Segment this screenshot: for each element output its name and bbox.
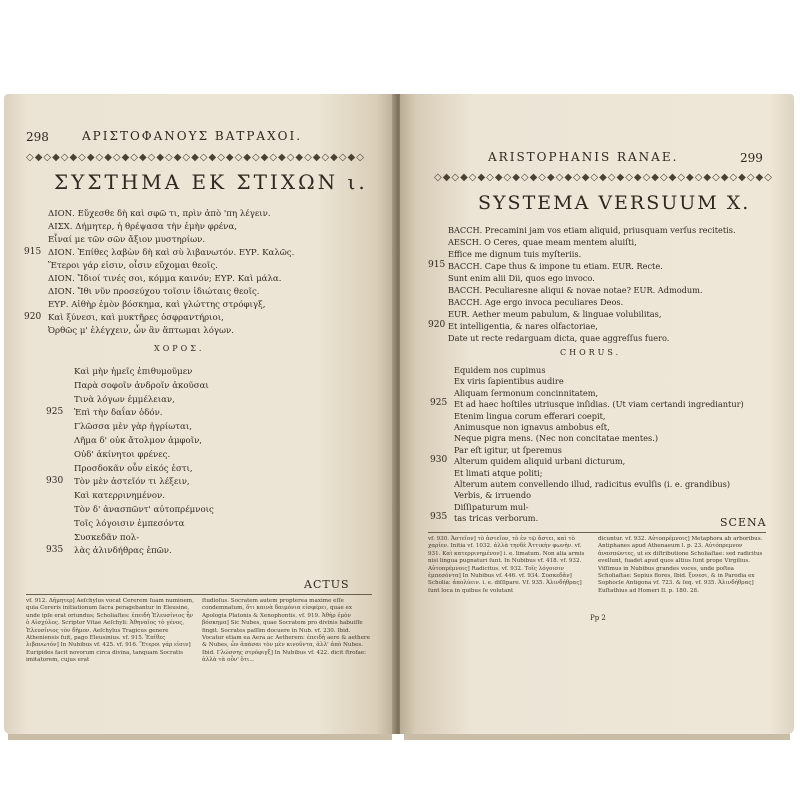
verse-line: Animusque non ignavus ambobus eſt, xyxy=(454,422,610,432)
verse-line: ΕΥΡ. Αἰθὴρ ἐμὸν βόσκημα, καὶ γλώττης στρόφιγξ, xyxy=(48,300,266,310)
verse-line: Οὐδ' ἀκίνητοι φρένες. xyxy=(74,449,171,460)
verse-line: ΔΙΟΝ. Ἐπίθες λαβὼν δὴ καὶ σὺ λιβανωτόν. ΕΥΡ. Καλῶς. xyxy=(48,248,295,258)
left-page xyxy=(4,94,396,734)
verse-line: Καὶ μὴν ἡμεῖς ἐπιθυμοῦμεν xyxy=(74,367,193,377)
verse-number: 920 xyxy=(428,320,446,330)
verse-line: ΔΙΟΝ. Ἴθι νῦν προσεύχου τοῖσιν ἰδιώταις θεοῖς. xyxy=(48,287,260,297)
verse-line: BACCH. Age ergo invoca peculiares Deos. xyxy=(448,297,624,307)
verse-line: Εἶναί με τῶν σῶν ἄξιον μυστηρίων. xyxy=(48,235,206,245)
verse-number: 930 xyxy=(430,455,448,466)
verse-line: λὰς ἀλινδήθρας ἐπῶν. xyxy=(74,546,172,557)
verse-line: tas tricas verborum. xyxy=(454,513,539,524)
verse-number: 930 xyxy=(46,476,64,487)
verse-line: Alterum autem convellendo illud, radicitus evulſis (i. e. grandibus) xyxy=(454,479,731,489)
ornament-border: ◇◆◇◆◇◆◇◆◇◆◇◆◇◆◇◆◇◆◇◆◇◆◇◆◇◆◇◆◇◆◇◆◇◆◇◆◇◆◇ xyxy=(434,172,773,182)
chorus-label: ΧΟΡΟΣ. xyxy=(154,344,205,353)
verse-number: 920 xyxy=(24,312,42,322)
verse-line: Etenim lingua corum efferari coepit, xyxy=(454,410,606,421)
verse-line: Συσκεδᾶν πολ- xyxy=(74,532,140,543)
verse-line: Προσδοκᾶν οὖν εἰκός ἐστι, xyxy=(74,463,193,474)
ornament-border: ◇◆◇◆◇◆◇◆◇◆◇◆◇◆◇◆◇◆◇◆◇◆◇◆◇◆◇◆◇◆◇◆◇◆◇◆◇◆◇ xyxy=(26,152,365,162)
footnotes-column-1: vf. 930. Ἀστεῖον] τὸ ἀστεῖον, τὸ ἐν τῷ ἄστει, καὶ τὸ χαρίεν. Initia vf. 1032. ἀλλὰ τηνδὲ Ἀττικὴν φωνὴν. vf. 931. Καὶ κατερρινημένον] i. e. limatum. Non alia armis nisi lingua pugnaturi ſunt. In Nubibus vf. 418. vf. 932. Αὐτοπρέμνοις] Radicitus. vf. 932. Τοῖς λόγοισιν ἐμπεσόντα] In Nubibus vf. 446. vf. 934. Συσκεδᾶν] Scholia: ἀπολύειν. i. e. diſſipare. Vf. 935. Ἀλινδήθρας] ſunt loca in quibus ſe volutant xyxy=(428,536,585,594)
verse-line: ΔΙΟΝ. Εὔχεσθε δὴ καὶ σφῶ τι, πρὶν ἀπὸ 'πη λέγειν. xyxy=(48,209,271,219)
page-number: 299 xyxy=(740,151,763,165)
signature-mark: Pp 2 xyxy=(590,614,606,622)
verse-line: Alterum quidem aliquid urbani dicturum, xyxy=(454,456,626,467)
open-book xyxy=(0,86,800,736)
page-edges-left xyxy=(8,734,392,740)
verse-line: AESCH. O Ceres, quae meam mentem aluiſti, xyxy=(448,237,637,247)
verse-line: Et limati atque politi; xyxy=(454,467,543,478)
section-title: ΣΥΣΤΗΜΑ ΕΚ ΣΤΙΧΩΝ ι. xyxy=(54,170,368,194)
verse-line: EUR. Aether meum pabulum, & linguae volubilitas, xyxy=(448,309,662,319)
verse-line: Date ut recte redarguam dicta, quae aggreſſus fuero. xyxy=(448,333,670,343)
verse-line: Τοῖς λόγοισιν ἐμπεσόντα xyxy=(74,518,185,529)
verse-line: Par eſt igitur, ut ſperemus xyxy=(454,444,562,455)
section-title: SYSTEMA VERSUUM X. xyxy=(478,192,751,214)
verse-line: ΑΙΣΧ. Δήμητερ, ἡ θρέψασα τὴν ἐμὴν φρένα, xyxy=(48,222,238,232)
footnotes-column-2: ſtudioſus. Socratem autem propterea maxime eſſe condemnatum, ὅτι καινὰ δαιμόνια εἰσφέρει, quae ex Apologia Platonis & Xenophontis. vf. 919. Ἀθὴρ ἐμὸν βόσκημα] Sic Nubes, quae Socratem pro divinis habuiſſe fingit. Socrates paſſim docuere in Nub. vf. 230. Ibid. Vocatur etiam ea Aera ac Aetherem: ἐπειδὴ aere & aethere & Nubes, ὧν ἁπάσαι τὸν μὲν κινοῦντα, ἀλλ' ἀπὸ Nubes. Ibid. Γλώσσης στρόφιγξ] In Nubibus vf. 422. dicit ſtrofae: ἀλλὰ τὰ οὖν' ὅτι... xyxy=(202,598,370,664)
notes-divider xyxy=(26,594,372,595)
verse-line: Καὶ ξύνεσι, καὶ μυκτῆρες ὀσφραντήριοι, xyxy=(48,313,224,323)
verse-number: 925 xyxy=(430,398,448,409)
verse-line: Et ad haec hoſtiles utriusque inſidias. (Ut viam certandi ingrediantur) xyxy=(454,399,744,410)
catchword: SCENA xyxy=(720,516,767,529)
verse-line: Τὸν δ' ἀνασπῶντ' αὐτοπρέμνοις xyxy=(74,505,214,515)
verse-number: 915 xyxy=(428,260,446,270)
verse-line: Λῆμα δ' οὐκ ἄτολμον ἀμφοῖν, xyxy=(74,436,203,446)
verse-line: Effice me dignum tuis myſteriis. xyxy=(448,249,582,259)
page-number: 298 xyxy=(26,130,49,144)
running-header: ΑΡΙΣΤΟΦΑΝΟΥΣ ΒΑΤΡΑΧΟΙ. xyxy=(82,129,303,143)
right-page xyxy=(400,94,794,734)
verse-number: 935 xyxy=(430,512,448,523)
verse-line: Neque pigra mens. (Nec non concitatae mentes.) xyxy=(454,433,659,444)
footnotes-column-2: dicuntur. vf. 932. Αὐτοπρέμνοις] Metaphora ab arboribus. Antiphanes apud Athenaeum l. p. 23. Αὐτόπρεμνον ἀνασπῶντες, ut ex diſtributione Scholiaſtae: sed radicitus evellunt, ſuadet apud quos altius ſunt prope Virgilius. Viſſimus in Nubibus grandes voces, unde poſtea Scholiaſtae: Sepius flores, Ibid. ξυνεσι, & in Parodia ex Sophocle Antigona vf. 723. & ſeq. vf. 935. Ἀλινδήθρας] Euſtathius ad Homeri Il. p. 180. 28. xyxy=(598,536,763,594)
verse-line: Τὸν μὲν ἀστεῖόν τι λέξειν, xyxy=(74,477,190,488)
verse-line: Aliquam ſermonum concinnitatem, xyxy=(454,387,599,398)
verse-line: Ἐπὶ τὴν δαΐαν ὁδόν. xyxy=(74,408,163,419)
verse-line: Ὀρθῶς μ' ἐλέγχειν, ὧν ἂν ἅπτωμαι λόγων. xyxy=(48,326,235,336)
verse-number: 915 xyxy=(24,247,42,257)
verse-line: Ex viris ſapientibus audire xyxy=(454,376,564,387)
verse-line: Παρὰ σοφοῖν ἀνδροῖν ἀκοῦσαι xyxy=(74,380,209,391)
verse-line: Ἕτεροι γάρ εἰσιν, οἷσιν εὔχομαι θεοῖς. xyxy=(48,261,218,271)
verse-line: Et intelligentia, & nares olfactoriae, xyxy=(448,321,598,331)
verse-line: Καὶ κατερρινημένον. xyxy=(74,491,165,502)
verse-line: Sunt enim alii Dii, quos ego invoco. xyxy=(448,273,595,283)
verse-number: 925 xyxy=(46,407,64,418)
verse-line: Γλῶσσα μὲν γὰρ ἠγρίωται, xyxy=(74,422,192,433)
catchword: ACTUS xyxy=(304,578,350,591)
verse-line: BACCH. Cape thus & impone tu etiam. EUR. Recte. xyxy=(448,261,663,271)
verse-line: Equidem nos cupimus xyxy=(454,365,546,375)
verse-number: 935 xyxy=(46,545,64,556)
verse-line: Verbis, & irruendo xyxy=(454,490,532,501)
verse-line: Diſſipaturum mul- xyxy=(454,501,529,512)
running-header: ARISTOPHANIS RANAE. xyxy=(488,150,679,164)
verse-line: BACCH. Peculiaresne aliqui & novae notae? EUR. Admodum. xyxy=(448,285,703,295)
verse-line: BACCH. Precamini jam vos etiam aliquid, priusquam verſus recitetis. xyxy=(448,225,736,235)
page-edges-right xyxy=(404,734,790,740)
chorus-label: CHORUS. xyxy=(560,348,622,357)
notes-divider xyxy=(428,532,766,533)
footnotes-column-1: vf. 912. Δήμητερ] Aeſchylus vocat Cererem ſuam numinem, quia Cereris initiationum ſacra peragebantur in Eleusine, unde ipſe erat oriundus; Scholiaſtes: ἐπειδὴ Ἐλευσίνιος ἦν ὁ Αἰσχύλος. Scriptor Vitae Aeſchyli: Ἀθηναῖος τὸ γένος, Ἐλευσίνιος τὸν δῆμον. Aeſchylus Tragicus genere Atheniensis fuit, pago Eleusinius. vf. 915. Ἐπίθες λιβανωτόν] In Nubibus vf. 425. vf. 916. Ἕτεροι γάρ εἰσιν] Euripides facit novorum circa divina, tanquam Socratis imitatorem, cujus erat xyxy=(26,598,194,664)
verse-line: Τινὰ λόγων ἐμμέλειαν, xyxy=(74,394,175,405)
verse-line: ΔΙΟΝ. Ἴδιοί τινές σοι, κόμμα καινόν; ΕΥΡ. Καὶ μάλα. xyxy=(48,274,282,284)
